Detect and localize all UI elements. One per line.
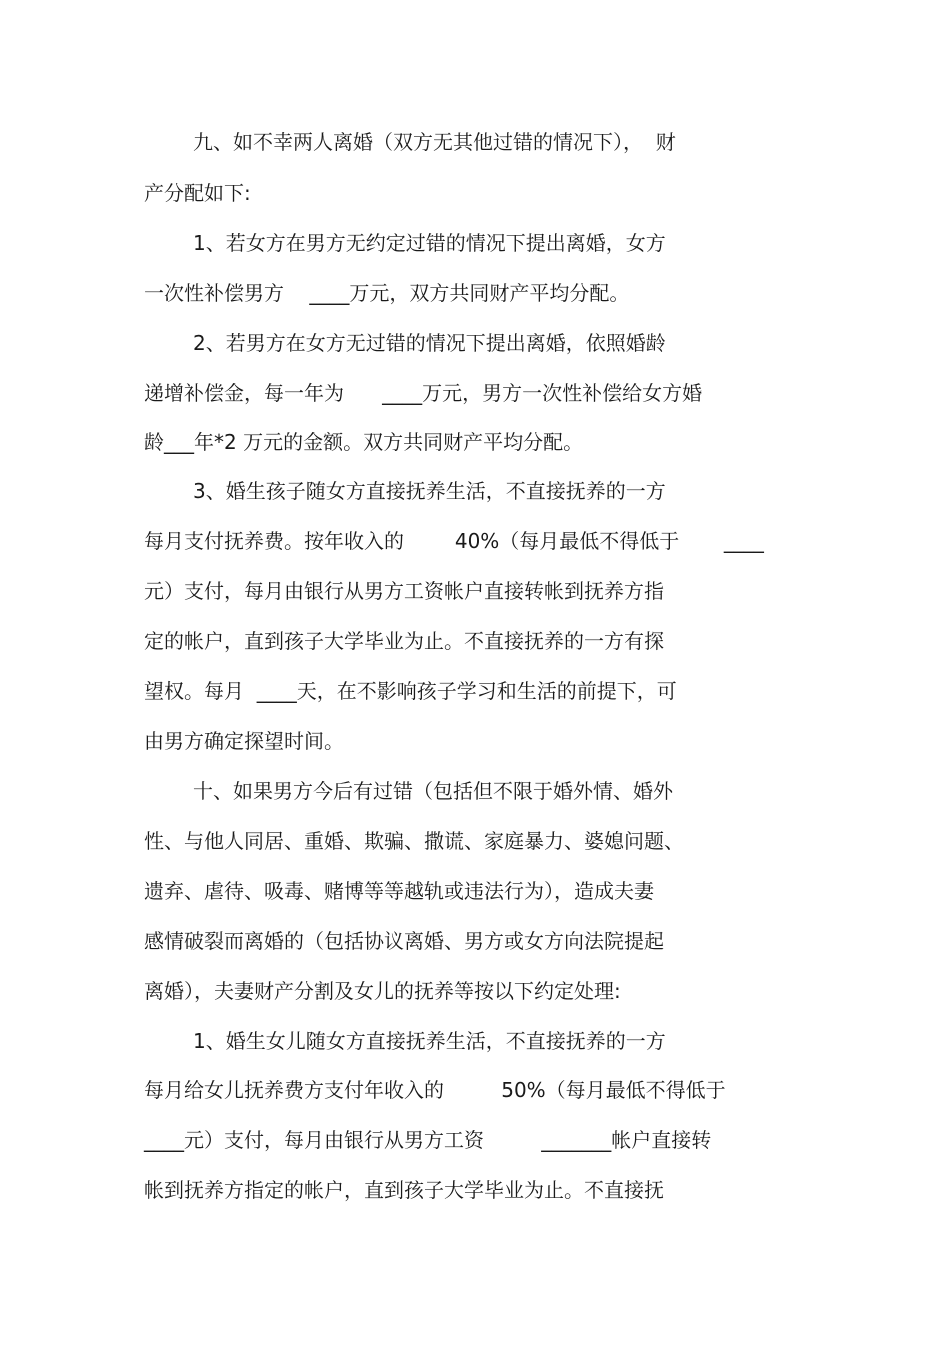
paragraph-line: 每月给女儿抚养费方支付年收入的 50%（每月最低不得低于 [144, 1078, 726, 1102]
paragraph-line: 每月支付抚养费。按年收入的 40%（每月最低不得低于 ____ [144, 529, 764, 553]
paragraph-line: 一次性补偿男方 ____万元，双方共同财产平均分配。 [144, 281, 630, 305]
paragraph-line: 由男方确定探望时间。 [144, 729, 344, 753]
paragraph-line: 定的帐户，直到孩子大学毕业为止。不直接抚养的一方有探 [144, 629, 664, 653]
paragraph-line: 1、婚生女儿随女方直接抚养生活，不直接抚养的一方 [193, 1029, 666, 1053]
paragraph-line: 感情破裂而离婚的（包括协议离婚、男方或女方向法院提起 [144, 929, 664, 953]
paragraph-line: 元）支付，每月由银行从男方工资帐户直接转帐到抚养方指 [144, 579, 664, 603]
paragraph-line: 1、若女方在男方无约定过错的情况下提出离婚，女方 [193, 231, 666, 255]
paragraph-line: 九、如不幸两人离婚（双方无其他过错的情况下）， 财 [193, 130, 676, 154]
paragraph-line: 产分配如下: [144, 181, 251, 205]
paragraph-line: 遗弃、虐待、吸毒、赌博等等越轨或违法行为），造成夫妻 [144, 879, 654, 903]
paragraph-line: 龄___年*2 万元的金额。双方共同财产平均分配。 [144, 430, 584, 454]
paragraph-line: 递增补偿金，每一年为 ____万元，男方一次性补偿给女方婚 [144, 381, 703, 405]
paragraph-line: 十、如果男方今后有过错（包括但不限于婚外情、婚外 [193, 779, 673, 803]
paragraph-line: 望权。每月 ____天，在不影响孩子学习和生活的前提下，可 [144, 679, 677, 703]
paragraph-line: 2、若男方在女方无过错的情况下提出离婚，依照婚龄 [193, 331, 666, 355]
paragraph-line: 3、婚生孩子随女方直接抚养生活，不直接抚养的一方 [193, 479, 666, 503]
paragraph-line: 帐到抚养方指定的帐户，直到孩子大学毕业为止。不直接抚 [144, 1178, 664, 1202]
paragraph-line: 性、与他人同居、重婚、欺骗、撒谎、家庭暴力、婆媳问题、 [144, 829, 684, 853]
paragraph-line: 离婚），夫妻财产分割及女儿的抚养等按以下约定处理: [144, 979, 621, 1003]
paragraph-line: ____元）支付，每月由银行从男方工资 _______帐户直接转 [144, 1128, 712, 1152]
